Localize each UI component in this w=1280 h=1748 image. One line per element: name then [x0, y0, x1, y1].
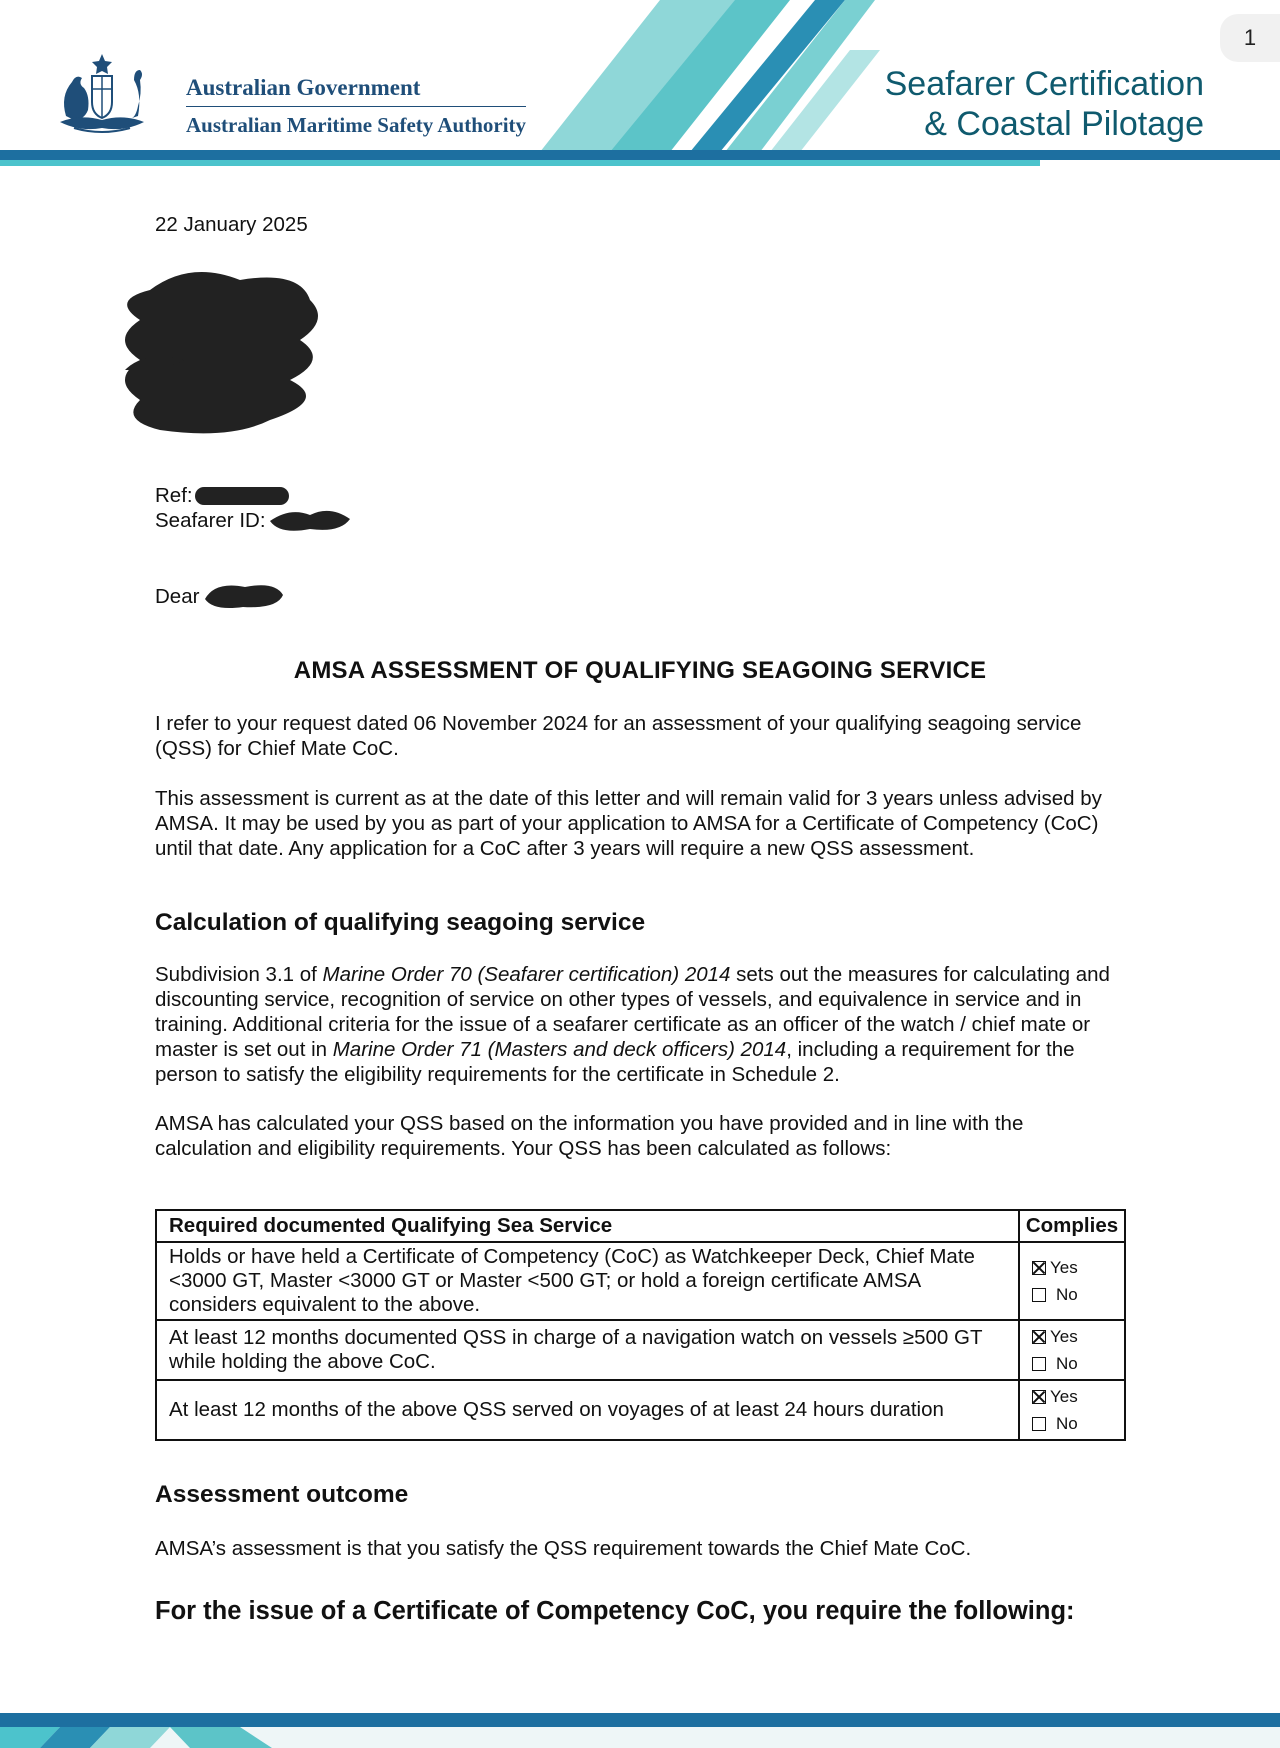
requirement-cell: At least 12 months documented QSS in charge of a navigation watch on vessels ≥500 GT while holding the above CoC. [156, 1320, 1019, 1380]
calc-text-3: , including a requirement for the person to satisfy the eligibility requirements for the certificate in Schedule 2. [155, 1038, 1075, 1086]
marine-order-70: Marine Order 70 (Seafarer certification) 2014 [322, 963, 731, 986]
checked-box-icon [1032, 1330, 1046, 1344]
division-line-2: & Coastal Pilotage [924, 105, 1204, 143]
yes-label: Yes [1050, 1258, 1078, 1277]
complies-cell [1019, 1380, 1125, 1440]
letterhead [0, 0, 1280, 175]
seafarer-id-line [155, 508, 1125, 533]
yes-label: Yes [1050, 1327, 1078, 1346]
footer-banner [0, 1713, 1280, 1748]
no-option[interactable] [1032, 1350, 1118, 1377]
issue-requirements-heading: For the issue of a Certificate of Competency CoC, you require the following: [155, 1597, 1075, 1625]
yes-label: Yes [1050, 1387, 1078, 1406]
header-divider [186, 106, 526, 107]
checked-box-icon [1032, 1390, 1046, 1404]
outcome-paragraph: AMSA’s assessment is that you satisfy the QSS requirement towards the Chief Mate CoC. [155, 1537, 972, 1560]
government-name: Australian Government [186, 75, 421, 100]
calculation-heading: Calculation of qualifying seagoing service [155, 909, 646, 936]
seafarer-id-label: Seafarer ID: [155, 509, 266, 532]
qss-requirements-table [155, 1209, 1126, 1441]
header-complies: Complies [1019, 1210, 1125, 1242]
ref-label: Ref: [155, 484, 193, 507]
reference-block [155, 483, 1125, 533]
calc-text-1: Subdivision 3.1 of [155, 963, 323, 986]
marine-order-71: Marine Order 71 (Masters and deck officers) 2014 [332, 1038, 787, 1061]
checked-box-icon [1032, 1261, 1046, 1275]
complies-cell [1019, 1242, 1125, 1320]
header-requirement: Required documented Qualifying Sea Service [156, 1210, 1019, 1242]
outcome-heading: Assessment outcome [155, 1481, 409, 1508]
complies-cell [1019, 1320, 1125, 1380]
no-label: No [1056, 1414, 1078, 1433]
intro-paragraph: I refer to your request dated 06 November 2024 for an assessment of your qualifying seagoing service (QSS) for Chief Mate CoC. [155, 712, 1082, 760]
division-line-1: Seafarer Certification [884, 65, 1204, 103]
division-name [885, 64, 1204, 144]
empty-box-icon [1032, 1288, 1046, 1302]
table-header-row [156, 1210, 1125, 1242]
letter-title: AMSA ASSESSMENT OF QUALIFYING SEAGOING SERVICE [293, 657, 987, 684]
agency-name: Australian Maritime Safety Authority [186, 113, 527, 137]
validity-paragraph: This assessment is current as at the date of this letter and will remain valid for 3 years unless advised by AMSA. It may be used by you as part of your application to AMSA for a Certificate of Competency (CoC) until that date. Any application for a CoC after 3 years will require a new QSS assessment. [155, 787, 1102, 860]
redacted-address-block [120, 260, 360, 460]
letter-date: 22 January 2025 [155, 213, 308, 236]
no-label: No [1056, 1285, 1078, 1304]
ref-line [155, 483, 1125, 508]
salutation: Dear [155, 585, 200, 608]
requirement-cell: At least 12 months of the above QSS served on voyages of at least 24 hours duration [156, 1380, 1019, 1440]
no-label: No [1056, 1354, 1078, 1373]
yes-option[interactable] [1032, 1254, 1118, 1281]
redacted-name [199, 583, 289, 609]
yes-option[interactable] [1032, 1383, 1118, 1410]
empty-box-icon [1032, 1357, 1046, 1371]
no-option[interactable] [1032, 1281, 1118, 1308]
calculation-paragraph [155, 962, 1125, 1087]
calc-text-2: sets out the measures for calculating and discounting service, recognition of service on other types of vessels, and equivalence in service and in training. Additional criteria for the issue of a seafarer certificate as an officer of the watch / chief mate or master is set out in [155, 963, 1110, 1061]
coat-of-arms-icon [54, 48, 150, 140]
page-number-badge: 1 [1220, 14, 1280, 62]
empty-box-icon [1032, 1417, 1046, 1431]
salutation-line [155, 583, 1125, 609]
redacted-ref [193, 485, 293, 507]
table-row [156, 1242, 1125, 1320]
yes-option[interactable] [1032, 1323, 1118, 1350]
table-row [156, 1380, 1125, 1440]
table-row [156, 1320, 1125, 1380]
requirement-cell: Holds or have held a Certificate of Competency (CoC) as Watchkeeper Deck, Chief Mate <3000 GT, Master <3000 GT or Master <500 GT; or hold a foreign certificate AMSA considers equivalent to the above. [156, 1242, 1019, 1320]
redacted-seafarer-id [266, 509, 356, 533]
qss-calculated-paragraph: AMSA has calculated your QSS based on the information you have provided and in line with the calculation and eligibility requirements. Your QSS has been calculated as follows: [155, 1112, 1024, 1160]
no-option[interactable] [1032, 1410, 1118, 1437]
